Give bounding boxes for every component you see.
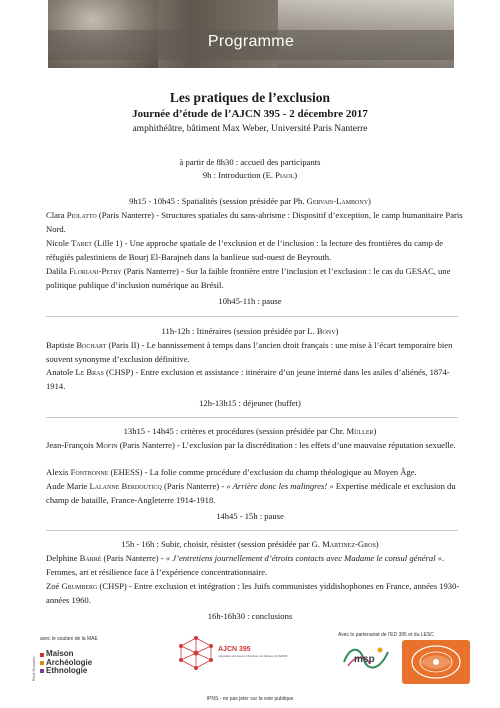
session-heading-suffix: ) — [375, 539, 379, 549]
session-chair: Müller — [346, 426, 374, 436]
talk-affiliation: (Paris Nanterre) - — [161, 481, 227, 491]
talk-floriani-petry — [46, 265, 466, 292]
speaker-first-name: Clara — [46, 210, 67, 220]
talk-piolatto — [46, 209, 466, 236]
intro-text: 9h : Introduction (E. — [202, 170, 276, 180]
lunch-break: 12h-13h15 : déjeuner (buffet) — [199, 398, 301, 408]
talk-tabet — [46, 237, 466, 264]
mae-logo-text — [46, 650, 92, 676]
ajcn-logo-name: AJCN 395 — [218, 646, 251, 653]
session-heading-suffix: ) — [335, 326, 339, 336]
speaker-last-name: Bochart — [76, 340, 107, 350]
network-icon — [176, 636, 216, 670]
talk-quote: « J’entretiens journellement d’étroits contacts avec Madame le consul général » — [165, 553, 443, 563]
msp-logo — [340, 642, 392, 682]
speaker-last-name: Grumberg — [61, 581, 98, 591]
conclusions: 16h-16h30 : conclusions — [207, 611, 293, 621]
speaker-first-name: Anatole — [46, 367, 76, 377]
talk-lalanne-berdouticq — [46, 480, 466, 507]
talk-title: (Paris Nanterre) - L’exclusion par la discréditation : les effets d’une mauvaise réputation sexuelle. — [117, 440, 456, 450]
lesc-logo — [402, 640, 470, 684]
banner-title: Programme — [207, 33, 295, 50]
talk-grumberg — [46, 580, 466, 607]
page-subtitle: Journée d’étude de l’AJCN 395 - 2 décembre 2017 — [132, 108, 368, 120]
mae-logo — [32, 645, 122, 685]
speaker-first-name: Aude Marie — [46, 481, 90, 491]
header-banner — [48, 0, 454, 68]
pause-2: 14h45 - 15h : pause — [216, 511, 284, 521]
ajcn-logo-subtitle: Association des Jeunes Chercheurs de Nanterre de l’ED395 — [218, 655, 288, 658]
talk-le-bras — [46, 366, 466, 393]
talk-title: (Lille 1) - Une approche spatiale de l’exclusion et de l’inclusion : la lecture des frontières du camp de réfugiés palestiniens de Bourj El-Barajneh dans la banlieue sud-ouest de Beyrouth. — [46, 238, 444, 262]
speaker-last-name: Mofin — [95, 440, 118, 450]
speaker-last-name: Lalanne Berdouticq — [89, 481, 162, 491]
talk-title: (CHSP) - Entre exclusion et assistance : itinéraire d’un jeune interné dans les asiles d’aliénés, 1874-1914. — [46, 367, 450, 391]
support-label: avec le soutien de la MAE — [40, 636, 98, 642]
session-1-heading — [0, 195, 500, 208]
talk-title: (Paris Nanterre) - Structures spatiales du sans-abrisme : Dispositif d’exception, le camp humanitaire Paris Nord. — [46, 210, 463, 234]
speaker-last-name: Fontbonne — [70, 467, 109, 477]
talk-quote: « Arrière donc les malingres! » — [226, 481, 334, 491]
mae-logo-line: Ethnologie — [46, 666, 88, 675]
session-heading-text: 11h-12h : Itinéraires (session présidée par L. — [161, 326, 317, 336]
mae-square-icon — [40, 661, 44, 665]
mae-logo-side-text: René-Ginouvès — [32, 656, 36, 681]
page-title: Les pratiques de l’exclusion — [169, 90, 331, 105]
speaker-last-name: Piolatto — [66, 210, 97, 220]
speaker-first-name: Delphine — [46, 553, 80, 563]
talk-title: (Paris Nanterre) - Sur la faible frontière entre l’inclusion et l’exclusion : le cas du GESAC, une politique publique d’inclusion numérique au Brésil. — [46, 266, 451, 290]
speaker-last-name: Le Bras — [75, 367, 104, 377]
section-divider — [46, 530, 458, 531]
session-heading-suffix: ) — [368, 196, 371, 206]
session-heading-text: 9h15 - 10h45 : Spatialités (session présidée par Ph. — [129, 196, 307, 206]
talk-title: (Paris II) - Le bannissement à temps dans l’ancien droit français : une mise à l’écart temporaire bien souvent synonyme d’exclusion définitive. — [46, 340, 453, 364]
speaker-first-name: Alexis — [46, 467, 71, 477]
speaker-last-name: Floriani-Petry — [69, 266, 122, 276]
speaker-first-name: Jean-François — [46, 440, 96, 450]
partner-label: Avec le partenariat de l’ED 395 et du LESC — [338, 632, 434, 638]
talk-fontbonne — [46, 466, 466, 480]
intro-suffix: ) — [294, 170, 298, 180]
session-2-heading — [0, 325, 500, 338]
talk-title: . Femmes, art et résilience face à l’expérience concentrationnaire. — [46, 553, 445, 577]
ajcn-logo — [176, 636, 296, 676]
talk-title: (CHSP) - Entre exclusion et intégration : les Juifs communistes yiddishophones en France, années 1930-années 1960. — [46, 581, 460, 605]
intro-speaker: Piaol — [275, 170, 295, 180]
talk-mofin — [46, 439, 466, 453]
mae-square-icon — [40, 653, 44, 657]
talk-title: Expertise médicale et exclusion du champ de bataille, France-Angleterre 1914-1918. — [46, 481, 456, 505]
print-notice: IPNS - ne pas jeter sur la voie publique — [206, 696, 294, 702]
lesc-emblem-icon — [402, 640, 470, 684]
session-3-heading — [0, 425, 500, 438]
talk-affiliation: (Paris Nanterre) - — [101, 553, 166, 563]
talk-bochart — [46, 339, 466, 366]
section-divider — [46, 417, 458, 418]
msp-logo-text: msp — [354, 654, 375, 665]
speaker-first-name: Dalila — [46, 266, 70, 276]
mae-logo-line: Archéologie — [46, 657, 93, 667]
pause-1: 10h45-11h : pause — [218, 296, 282, 306]
speaker-first-name: Zoé — [46, 581, 62, 591]
session-chair: Martinez-Gros — [322, 539, 376, 549]
session-heading-text: 13h15 - 14h45 : critères et procédures (session présidée par Chr. — [123, 426, 347, 436]
mae-logo-line: Maison — [46, 649, 74, 658]
welcome-line: à partir de 8h30 : accueil des participants — [179, 157, 321, 167]
introduction-line — [0, 169, 500, 182]
speaker-first-name: Nicole — [46, 238, 72, 248]
session-chair: Bonv — [316, 326, 336, 336]
speaker-last-name: Tabet — [71, 238, 92, 248]
speaker-last-name: Barré — [79, 553, 102, 563]
mae-square-icon — [40, 669, 44, 673]
session-heading-text: 15h - 16h : Subir, choisir, résister (session présidée par G. — [121, 539, 323, 549]
session-chair: Gervais-Lambony — [306, 196, 369, 206]
event-location: amphithéâtre, bâtiment Max Weber, Université Paris Nanterre — [132, 124, 368, 134]
session-4-heading — [0, 538, 500, 551]
talk-title: (EHESS) - La folie comme procédure d’exclusion du champ théologique au Moyen Âge. — [108, 467, 417, 477]
section-divider — [46, 316, 458, 317]
talk-barre — [46, 552, 466, 579]
speaker-first-name: Baptiste — [46, 340, 77, 350]
session-heading-suffix: ) — [373, 426, 377, 436]
